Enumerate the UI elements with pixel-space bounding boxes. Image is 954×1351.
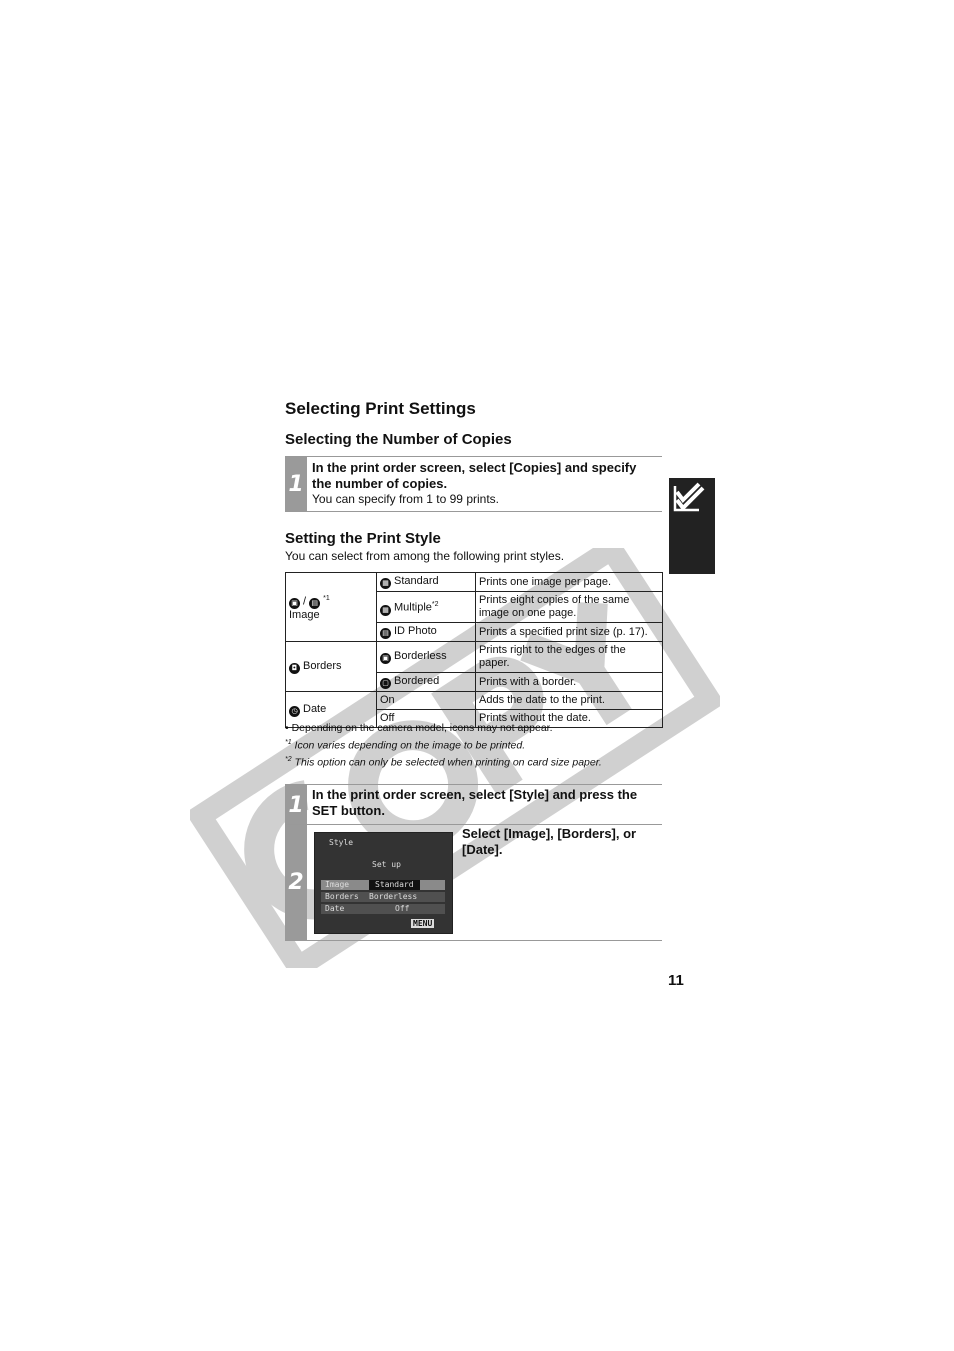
lcd-row-label: Image xyxy=(325,880,350,889)
lcd-subtitle: Set up xyxy=(372,860,401,869)
option-desc: Prints right to the edges of the paper. xyxy=(476,642,663,673)
option-desc: Adds the date to the print. xyxy=(476,692,663,710)
id-photo-icon: ▤ xyxy=(380,628,391,639)
option-name: Borderless xyxy=(394,650,447,662)
bordered-icon: ▢ xyxy=(380,678,391,689)
option-cell: On xyxy=(377,692,476,710)
footnote-mark: *1 xyxy=(323,594,330,602)
note-text: Icon varies depending on the image to be printed. xyxy=(291,739,526,751)
chapter-side-tab xyxy=(669,478,715,574)
lcd-row-date xyxy=(321,904,445,914)
step-number-2: 2 xyxy=(285,825,307,940)
page-number: 11 xyxy=(668,972,684,989)
option-desc: Prints one image per page. xyxy=(476,573,663,592)
date-label: Date xyxy=(303,702,327,715)
option-cell xyxy=(377,592,476,623)
lcd-menu-button: MENU xyxy=(413,919,433,928)
style-intro: You can select from among the following print styles. xyxy=(285,549,565,563)
option-name: Bordered xyxy=(394,675,440,687)
style-step-1-title: In the print order screen, select [Style] and press the SET button. xyxy=(312,787,638,818)
camera-lcd-screenshot xyxy=(314,832,453,934)
option-cell xyxy=(377,673,476,692)
option-name: Multiple xyxy=(394,601,432,614)
option-cell xyxy=(377,642,476,673)
print-style-table xyxy=(285,572,663,728)
copies-step xyxy=(285,456,662,512)
lcd-row-value: Standard xyxy=(369,880,420,890)
option-cell xyxy=(377,573,476,592)
step-number-1: 1 xyxy=(285,457,307,511)
lcd-row-value: Borderless xyxy=(369,892,418,901)
option-desc: Prints a specified print size (p. 17). xyxy=(476,623,663,642)
table-row xyxy=(286,642,663,673)
multiple-icon: ▦ xyxy=(380,605,391,616)
lcd-row-borders xyxy=(321,892,445,902)
footnote-mark: *2 xyxy=(431,601,439,609)
lcd-row-image xyxy=(321,880,445,890)
note-2 xyxy=(285,753,602,770)
option-name: ID Photo xyxy=(394,625,437,637)
image-cell: ▣ / ▤$^{*1}$ Image xyxy=(286,573,377,642)
lcd-title: Style xyxy=(329,838,354,847)
style-step-1 xyxy=(285,784,662,825)
option-cell xyxy=(377,623,476,642)
copies-heading: Selecting the Number of Copies xyxy=(285,431,512,448)
note-icons: • Depending on the camera model, icons may not appear. xyxy=(285,722,553,734)
table-row xyxy=(286,692,663,710)
image-label: Image xyxy=(289,609,320,622)
style-step-2-title: Select [Image], [Borders], or [Date]. xyxy=(462,826,637,857)
style-heading: Setting the Print Style xyxy=(285,530,441,547)
lcd-row-value: Off xyxy=(395,904,410,913)
option-desc: Prints eight copies of the same image on one page. xyxy=(476,592,663,623)
copies-step-note: You can specify from 1 to 99 prints. xyxy=(312,492,499,506)
borders-icon: ◘ xyxy=(289,663,300,674)
note-1 xyxy=(285,736,602,753)
borders-cell xyxy=(286,642,377,692)
borders-label: Borders xyxy=(303,659,342,672)
section-title: Selecting Print Settings xyxy=(285,399,476,418)
note-text: This option can only be selected when printing on card size paper. xyxy=(291,756,602,768)
image-alt-icon: ▤ xyxy=(309,598,320,609)
lcd-row-label: Borders xyxy=(325,892,359,901)
table-row xyxy=(286,573,663,592)
option-cell: Off xyxy=(377,710,476,728)
borderless-icon: ▣ xyxy=(380,653,391,664)
image-icon: ▣ xyxy=(289,598,300,609)
standard-icon: ▦ xyxy=(380,578,391,589)
date-icon: ◷ xyxy=(289,706,300,717)
table-notes xyxy=(285,722,602,770)
option-desc: Prints without the date. xyxy=(476,710,663,728)
option-name: Standard xyxy=(394,575,439,587)
footnote-mark: *1 xyxy=(285,738,292,746)
footnote-mark: *2 xyxy=(285,755,292,763)
checkmark-icon xyxy=(669,478,715,518)
option-desc: Prints with a border. xyxy=(476,673,663,692)
copies-step-title: In the print order screen, select [Copies] and specify the number of copies. xyxy=(312,460,637,491)
step-number-1: 1 xyxy=(285,785,307,825)
lcd-row-label: Date xyxy=(325,904,345,913)
